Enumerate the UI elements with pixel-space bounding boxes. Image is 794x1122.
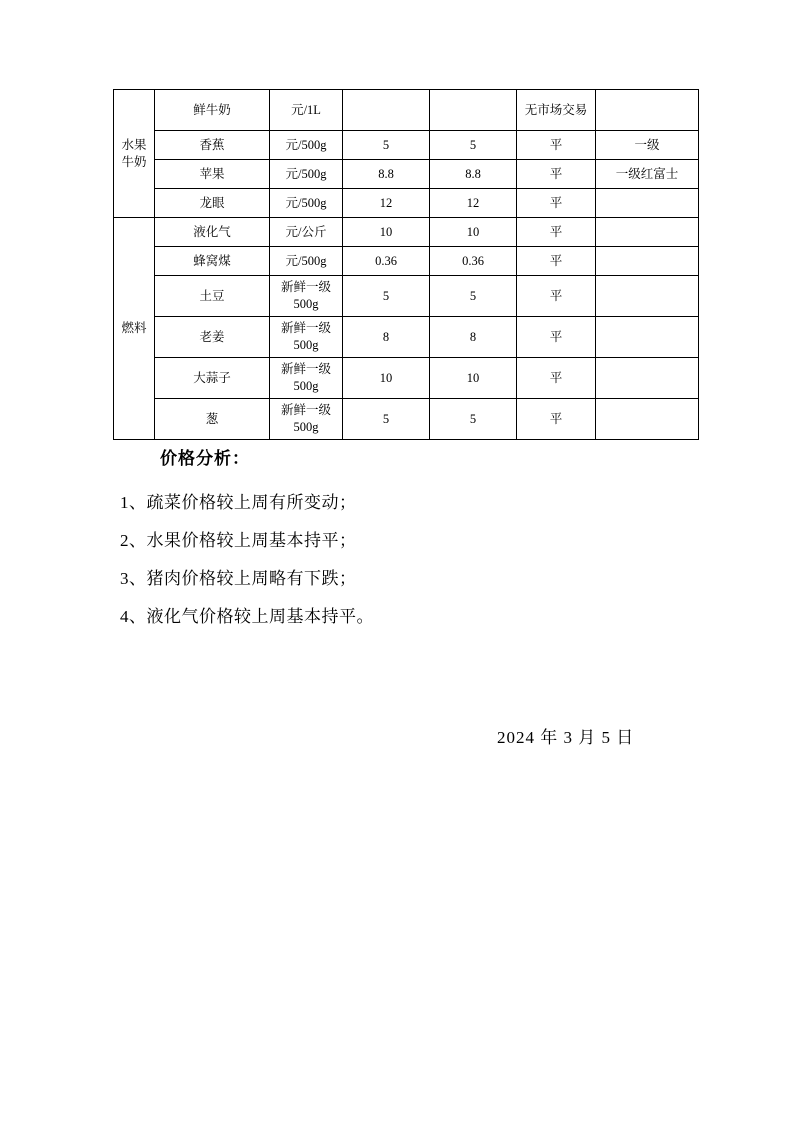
price-this-week: 10 <box>343 358 430 399</box>
category-cell-fruit-milk: 水果牛奶 <box>114 90 155 218</box>
price-trend: 平 <box>517 276 596 317</box>
item-remark: 一级红富士 <box>596 160 699 189</box>
table-row <box>114 358 699 399</box>
price-last-week: 5 <box>430 276 517 317</box>
item-remark <box>596 399 699 440</box>
item-remark <box>596 317 699 358</box>
price-this-week: 5 <box>343 131 430 160</box>
list-item: 1、疏菜价格较上周有所变动； <box>120 493 357 512</box>
price-trend: 平 <box>517 218 596 247</box>
item-name: 鲜牛奶 <box>155 90 270 131</box>
price-last-week <box>430 90 517 131</box>
item-name: 土豆 <box>155 276 270 317</box>
item-remark <box>596 189 699 218</box>
price-trend: 平 <box>517 131 596 160</box>
price-trend: 平 <box>517 160 596 189</box>
table-row <box>114 276 699 317</box>
item-unit: 元/500g <box>270 160 343 189</box>
price-trend: 平 <box>517 189 596 218</box>
item-unit: 新鲜一级500g <box>270 358 343 399</box>
price-last-week: 5 <box>430 131 517 160</box>
document-date: 2024 年 3 月 5 日 <box>497 728 635 747</box>
item-remark: 一级 <box>596 131 699 160</box>
item-unit: 新鲜一级500g <box>270 399 343 440</box>
table-row <box>114 247 699 276</box>
list-item: 2、水果价格较上周基本持平； <box>120 531 357 550</box>
price-last-week: 8 <box>430 317 517 358</box>
item-remark <box>596 358 699 399</box>
item-remark <box>596 218 699 247</box>
price-last-week: 10 <box>430 218 517 247</box>
item-name: 香蕉 <box>155 131 270 160</box>
price-this-week: 12 <box>343 189 430 218</box>
price-trend: 平 <box>517 247 596 276</box>
price-this-week: 0.36 <box>343 247 430 276</box>
price-this-week: 10 <box>343 218 430 247</box>
item-remark <box>596 247 699 276</box>
item-name: 葱 <box>155 399 270 440</box>
price-this-week: 8 <box>343 317 430 358</box>
price-trend: 平 <box>517 399 596 440</box>
item-name: 液化气 <box>155 218 270 247</box>
table-row <box>114 90 699 131</box>
item-name: 老姜 <box>155 317 270 358</box>
table-row <box>114 317 699 358</box>
item-unit: 元/500g <box>270 247 343 276</box>
price-last-week: 8.8 <box>430 160 517 189</box>
price-this-week <box>343 90 430 131</box>
table-row <box>114 189 699 218</box>
list-item: 4、液化气价格较上周基本持平。 <box>120 607 374 626</box>
item-unit: 元/500g <box>270 189 343 218</box>
category-cell-fuel: 燃料 <box>114 218 155 440</box>
price-this-week: 8.8 <box>343 160 430 189</box>
table-row <box>114 131 699 160</box>
item-unit: 新鲜一级500g <box>270 276 343 317</box>
item-unit: 元/500g <box>270 131 343 160</box>
price-last-week: 10 <box>430 358 517 399</box>
item-unit: 元/1L <box>270 90 343 131</box>
analysis-list <box>120 484 680 636</box>
table-row <box>114 160 699 189</box>
item-name: 龙眼 <box>155 189 270 218</box>
price-this-week: 5 <box>343 276 430 317</box>
price-trend: 无市场交易 <box>517 90 596 131</box>
item-name: 蜂窝煤 <box>155 247 270 276</box>
price-last-week: 5 <box>430 399 517 440</box>
price-this-week: 5 <box>343 399 430 440</box>
price-trend: 平 <box>517 358 596 399</box>
analysis-title: 价格分析： <box>160 449 250 468</box>
list-item: 3、猪肉价格较上周略有下跌； <box>120 569 357 588</box>
table-row <box>114 399 699 440</box>
item-name: 大蒜子 <box>155 358 270 399</box>
item-unit: 新鲜一级500g <box>270 317 343 358</box>
item-unit: 元/公斤 <box>270 218 343 247</box>
item-name: 苹果 <box>155 160 270 189</box>
table-row <box>114 218 699 247</box>
price-last-week: 0.36 <box>430 247 517 276</box>
price-trend: 平 <box>517 317 596 358</box>
price-last-week: 12 <box>430 189 517 218</box>
price-table <box>113 89 699 440</box>
item-remark <box>596 276 699 317</box>
item-remark <box>596 90 699 131</box>
